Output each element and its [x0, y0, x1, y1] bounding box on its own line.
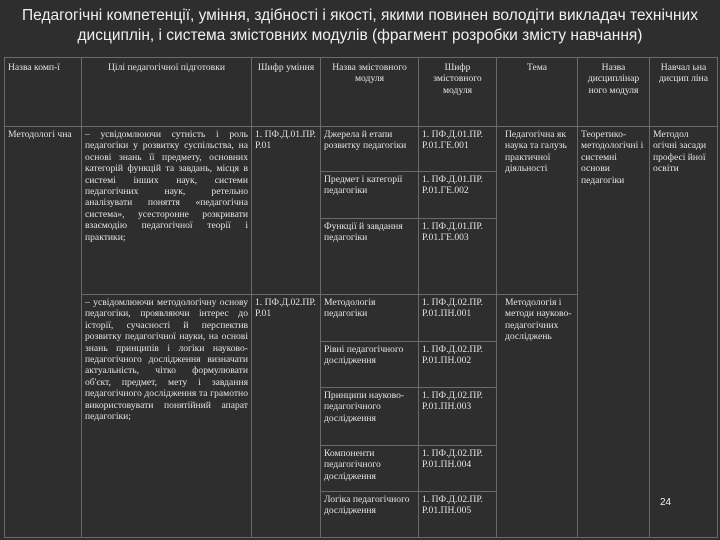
- module-name-cell: Функції й завдання педагогіки: [321, 219, 419, 295]
- page-number: 24: [660, 497, 672, 508]
- competence-cell: Методологі чна: [5, 127, 82, 538]
- table-row: [5, 127, 718, 172]
- header-cell: Назва дисциплінар ного модуля: [578, 58, 650, 127]
- module-code-cell: 1. ПФ.Д.02.ПР. Р.01.ПН.004: [419, 446, 497, 492]
- skill-code-cell: 1. ПФ.Д.01.ПР. Р.01: [252, 127, 321, 295]
- header-cell: Назва змістовного модуля: [321, 58, 419, 127]
- module-name-cell: Джерела й етапи розвитку педагогіки: [321, 127, 419, 172]
- module-code-cell: 1. ПФ.Д.02.ПР. Р.01.ПН.005: [419, 492, 497, 538]
- header-row: [5, 58, 718, 127]
- header-cell: Навчал ьна дисцип ліна: [650, 58, 718, 127]
- module-code-cell: 1. ПФ.Д.02.ПР. Р.01.ПН.002: [419, 342, 497, 388]
- goal-cell: – усвідомлюючи методологічну основу педагогіки, проявляючи інтерес до історії, сучасності й перспектив розвитку педагогічної науки, на основі знань принципів і логіки науково-педагогічного дослідження визначати актуальність, чітко формулювати об'єкт, предмет, мету і завдання педагогічного дослідження та грамотно використовувати понятійний апарат педагогіки;: [82, 295, 252, 538]
- header-cell: Шифр змістовного модуля: [419, 58, 497, 127]
- page-title: Педагогічні компетенції, уміння, здібності і якості, якими повинен володіти викладач технічних дисциплін, і система змістовних модулів (фрагмент розробки змісту навчання): [22, 7, 698, 44]
- module-code-cell: 1. ПФ.Д.01.ПР. Р.01.ГЕ.001: [419, 127, 497, 172]
- header-cell: Назва комп-ї: [5, 58, 82, 127]
- discipline-cell: Методол огічні засади професі йної освіти: [650, 127, 718, 538]
- content-table: [4, 57, 718, 538]
- header-cell: Тема: [497, 58, 578, 127]
- module-code-cell: 1. ПФ.Д.01.ПР. Р.01.ГЕ.002: [419, 172, 497, 219]
- header-cell: Шифр уміння: [252, 58, 321, 127]
- module-code-cell: 1. ПФ.Д.02.ПР. Р.01.ПН.003: [419, 388, 497, 446]
- header-cell: Цілі педагогічної підготовки: [82, 58, 252, 127]
- skill-code-cell: 1. ПФ.Д.02.ПР. Р.01: [252, 295, 321, 538]
- module-name-cell: Рівні педагогічного дослідження: [321, 342, 419, 388]
- goal-cell: – усвідомлюючи сутність і роль педагогіки у розвитку суспільства, на основі знань її предмету, основних категорій функцій та завдань, місця в системі інших наук, системи педагогічних наук, ретельно аналізувати поняття «педагогічна система», усесторонне розкривати взаємодію педагогічної теорії і практики;: [82, 127, 252, 295]
- module-name-cell: Предмет і категорії педагогіки: [321, 172, 419, 219]
- module-name-cell: Логіка педагогічного дослідження: [321, 492, 419, 538]
- topic-cell: Методологія і методи науково-педагогічних досліджень: [497, 295, 578, 538]
- module-name-cell: Принципи науково-педагогічного дослідження: [321, 388, 419, 446]
- disciplinary-module-cell: Теоретико-методологічні і системні основи педагогіки: [578, 127, 650, 538]
- module-name-cell: Методологія педагогіки: [321, 295, 419, 342]
- module-code-cell: 1. ПФ.Д.02.ПР. Р.01.ПН.001: [419, 295, 497, 342]
- topic-cell: Педагогічна як наука та галузь практичної діяльності: [497, 127, 578, 295]
- module-code-cell: 1. ПФ.Д.01.ПР. Р.01.ГЕ.003: [419, 219, 497, 295]
- module-name-cell: Компоненти педагогічного дослідження: [321, 446, 419, 492]
